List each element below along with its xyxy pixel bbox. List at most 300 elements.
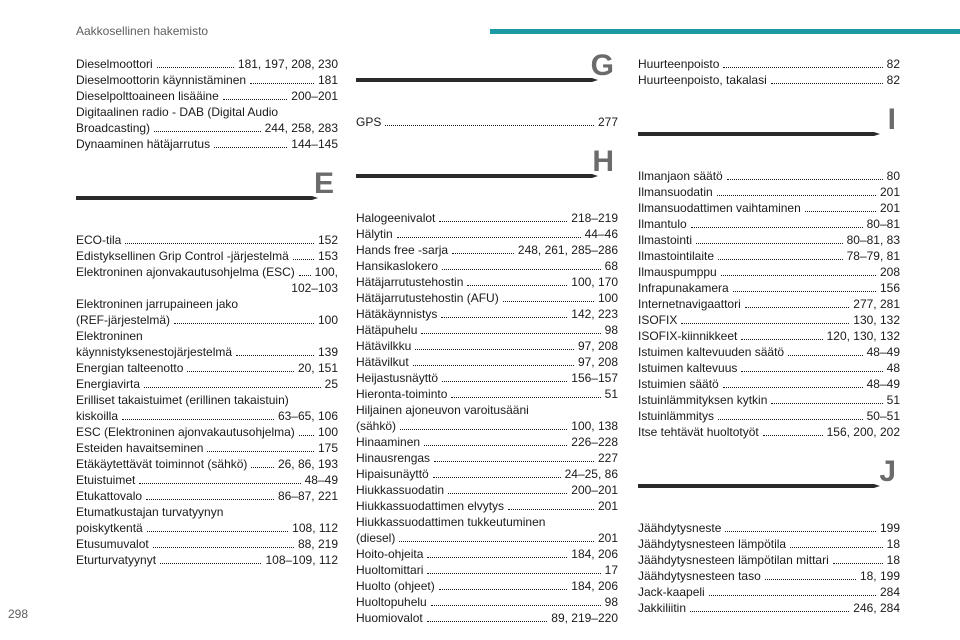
index-entry-pages: 26, 86, 193 (277, 457, 338, 471)
index-entry (638, 56, 900, 72)
dot-leader (805, 211, 876, 212)
index-entry-term: Hinausrengas (356, 451, 431, 465)
dot-leader (448, 493, 567, 494)
dot-leader (427, 621, 548, 622)
index-entry-term: Heijastusnäyttö (356, 371, 439, 385)
index-entry-term: Huurteenpoisto, takalasi (638, 73, 767, 87)
dot-leader (251, 467, 274, 468)
index-entry-pages: 86–87, 221 (277, 489, 338, 503)
dot-leader (427, 573, 600, 574)
index-entry-term: Hinaaminen (356, 435, 421, 449)
index-entry-term-line: Erilliset takaistuimet (erillinen takaistuin) (76, 393, 289, 407)
section-letter: G (590, 49, 614, 82)
index-entry (638, 552, 900, 568)
index-entry-pages: 277, 281 (853, 297, 900, 311)
dot-leader (139, 483, 300, 484)
index-entry (638, 232, 900, 248)
index-entry (76, 344, 338, 360)
index-entry (356, 322, 618, 338)
index-entry-pages: 201 (879, 201, 900, 215)
index-entry-pages: 100 (317, 313, 338, 327)
index-entry-term: Istuimen kaltevuuden säätö (638, 345, 785, 359)
index-entry-term: Ilmansuodattimen vaihtaminen (638, 201, 801, 215)
index-entry (76, 520, 338, 536)
index-entry-pages: 248, 261, 285–286 (517, 243, 618, 257)
index-entry (638, 296, 900, 312)
dot-leader (293, 259, 314, 260)
dot-leader (434, 461, 594, 462)
index-entry (356, 306, 618, 322)
index-entry-term: Huolto (ohjeet) (356, 579, 435, 593)
index-entry-term: Hätäjarrutustehostin (356, 275, 464, 289)
dot-leader (144, 387, 321, 388)
index-entry-pages: 18 (886, 537, 900, 551)
dot-leader (790, 547, 883, 548)
index-entry (638, 360, 900, 376)
index-entry-pages: 152 (317, 233, 338, 247)
index-entry (76, 536, 338, 552)
index-entry-pages: 108, 112 (292, 521, 338, 535)
index-entry-term: Huomiovalot (356, 611, 423, 625)
index-entry-term: Hälytin (356, 227, 393, 241)
index-entry (356, 338, 618, 354)
index-entry-pages: 200–201 (291, 89, 338, 103)
index-entry-term-line: Elektroninen (76, 329, 143, 343)
index-entry-term: Dieselmoottori (76, 57, 153, 71)
dot-leader (442, 269, 601, 270)
index-entry (76, 248, 338, 264)
section-rule (638, 484, 874, 488)
index-entry-pages: 48–49 (866, 345, 900, 359)
section-header-j (638, 455, 900, 518)
dot-leader (433, 477, 561, 478)
index-entry-term: poiskytkentä (76, 521, 143, 535)
entry-group-g (356, 114, 618, 130)
dot-leader (250, 83, 314, 84)
index-entry (356, 450, 618, 466)
index-entry-term: Jäähdytysnesteen lämpötila (638, 537, 787, 551)
index-entry-pages: 18, 199 (859, 569, 900, 583)
index-entry-pages: 120, 130, 132 (826, 329, 900, 343)
index-entry-term: ISOFIX (638, 313, 678, 327)
index-entry-pages: 246, 284 (853, 601, 900, 615)
index-entry-term: Ilmastointi (638, 233, 693, 247)
index-entry-pages: 144–145 (291, 137, 338, 151)
index-entry (76, 232, 338, 248)
index-entry-pages: 48–49 (866, 377, 900, 391)
index-entry-term: Hands free -sarja (356, 243, 449, 257)
index-entry-term: kiskoilla (76, 409, 119, 423)
index-entry-term: Hätävilkku (356, 339, 412, 353)
dot-leader (691, 227, 863, 228)
dot-leader (441, 317, 567, 318)
index-entry (76, 472, 338, 488)
index-entry-pages: 100, 170 (571, 275, 618, 289)
dot-leader (452, 253, 514, 254)
index-entry-term: Huurteenpoisto (638, 57, 720, 71)
index-entry (76, 424, 338, 440)
index-entry-pages: 201 (879, 185, 900, 199)
dot-leader (427, 557, 567, 558)
index-entry-pages: 51 (886, 393, 900, 407)
index-entry-pages: 80–81 (866, 217, 900, 231)
index-entry-term: Halogeenivalot (356, 211, 436, 225)
dot-leader (718, 259, 843, 260)
dot-leader (174, 323, 314, 324)
dot-leader (415, 349, 574, 350)
index-entry-term: (sähkö) (356, 419, 397, 433)
index-entry-term: Esteiden havaitseminen (76, 441, 204, 455)
index-entry (356, 386, 618, 402)
index-entry (76, 440, 338, 456)
dot-leader (741, 371, 882, 372)
index-entry-term: GPS (356, 115, 382, 129)
index-entry-term: Etukattovalo (76, 489, 143, 503)
index-entry (356, 354, 618, 370)
dot-leader (122, 419, 274, 420)
index-entry-term: käynnistyksenestojärjestelmä (76, 345, 233, 359)
index-entry-term: Itse tehtävät huoltotyöt (638, 425, 759, 439)
dot-leader (385, 125, 594, 126)
dot-leader (745, 307, 850, 308)
index-entry (638, 536, 900, 552)
index-entry-pages: 97, 208 (577, 355, 618, 369)
index-entry-term: Ilmanjaon säätö (638, 169, 723, 183)
index-entry-term: ECO-tila (76, 233, 122, 247)
dot-leader (727, 179, 883, 180)
index-entry (356, 578, 618, 594)
index-entry (356, 114, 618, 130)
dot-leader (424, 445, 567, 446)
index-entry-term: Hätävilkut (356, 355, 409, 369)
index-entry-pages: 200–201 (571, 483, 618, 497)
index-entry-term: Ilmastointilaite (638, 249, 715, 263)
index-entry-term: Hiukkassuodatin (356, 483, 445, 497)
index-entry-pages: 20, 151 (297, 361, 338, 375)
index-entry (638, 376, 900, 392)
index-entry-pages: 78–79, 81 (846, 249, 900, 263)
dot-leader (451, 397, 600, 398)
section-header-g (356, 49, 618, 112)
index-entry (76, 376, 338, 392)
index-entry (76, 488, 338, 504)
index-entry (638, 264, 900, 280)
index-entry (356, 610, 618, 626)
dot-leader (299, 275, 311, 276)
dot-leader (400, 429, 567, 430)
index-entry-term: Energiavirta (76, 377, 141, 391)
index-entry-term: Jäähdytysnesteen taso (638, 569, 761, 583)
dot-leader (214, 147, 287, 148)
index-entry (638, 424, 900, 440)
index-entry-pages: 199 (879, 521, 900, 535)
index-entry-pages: 82 (886, 57, 900, 71)
index-entry (76, 312, 338, 328)
index-entry (76, 136, 338, 152)
index-entry-term: Istuinlämmitys (638, 409, 715, 423)
index-entry (76, 264, 338, 280)
index-entry (638, 312, 900, 328)
index-entry-term: ISOFIX-kiinnikkeet (638, 329, 738, 343)
index-entry-pages: 17 (604, 563, 618, 577)
index-entry-term: Jakkiliitin (638, 601, 687, 615)
index-entry (638, 568, 900, 584)
dot-leader (718, 419, 863, 420)
index-entry-pages: 244, 258, 283 (264, 121, 338, 135)
index-entry-pages: 100 (597, 291, 618, 305)
index-column-2 (356, 49, 618, 626)
index-entry-term-line: Hiljainen ajoneuvon varoitusääni (356, 403, 529, 417)
index-entry-term: Ilmansuodatin (638, 185, 713, 199)
index-entry-term: Ilmantulo (638, 217, 687, 231)
index-entry (356, 274, 618, 290)
page-header-title: Aakkosellinen hakemisto (76, 24, 209, 38)
index-entry (76, 552, 338, 568)
dot-leader (157, 67, 234, 68)
index-entry-term: Edistyksellinen Grip Control -järjestelmä (76, 249, 289, 263)
index-entry (638, 408, 900, 424)
dot-leader (399, 541, 594, 542)
index-entry-term: Etusumuvalot (76, 537, 149, 551)
index-entry-pages: 80–81, 83 (846, 233, 900, 247)
dot-leader (147, 531, 288, 532)
index-entry-pages: 51 (604, 387, 618, 401)
index-entry-pages: 181 (317, 73, 338, 87)
index-entry-pages: 18 (886, 553, 900, 567)
dot-leader (765, 579, 856, 580)
index-entry-pages: 284 (879, 585, 900, 599)
index-entry (76, 120, 338, 136)
dot-leader (146, 499, 274, 500)
index-entry (638, 344, 900, 360)
index-column-1 (76, 56, 338, 568)
index-entry-pages-continued: 102–103 (291, 281, 338, 295)
dot-leader (431, 605, 601, 606)
index-entry-pages: 201 (597, 531, 618, 545)
index-entry (638, 392, 900, 408)
index-entry-pages: 100, (314, 265, 338, 279)
index-entry (638, 328, 900, 344)
dot-leader (467, 285, 567, 286)
dot-leader (154, 131, 261, 132)
index-entry-pages: 108–109, 112 (265, 553, 338, 567)
index-entry (638, 600, 900, 616)
dot-leader (503, 301, 594, 302)
dot-leader (508, 509, 594, 510)
index-entry (356, 594, 618, 610)
section-rule (356, 174, 592, 178)
entry-group-d (76, 56, 338, 152)
index-entry-term: (diesel) (356, 531, 396, 545)
index-entry-term: Istuimen kaltevuus (638, 361, 738, 375)
index-entry-term: Hieronta-toiminto (356, 387, 448, 401)
index-entry-pages: 156, 200, 202 (826, 425, 900, 439)
index-entry (356, 546, 618, 562)
index-entry-pages: 48–49 (304, 473, 338, 487)
index-entry-term: Ilmauspumppu (638, 265, 717, 279)
index-entry-pages: 50–51 (866, 409, 900, 423)
index-entry (356, 530, 618, 546)
index-entry-term: Jack-kaapeli (638, 585, 705, 599)
index-entry (76, 456, 338, 472)
index-entry-pages: 184, 206 (571, 579, 618, 593)
index-entry-pages: 227 (597, 451, 618, 465)
index-entry-pages: 184, 206 (571, 547, 618, 561)
index-entry-pages: 98 (604, 595, 618, 609)
index-entry-pages: 80 (886, 169, 900, 183)
index-entry-term: Hiukkassuodattimen elvytys (356, 499, 505, 513)
dot-leader (439, 221, 567, 222)
index-entry (638, 168, 900, 184)
index-entry-term: Infrapunakamera (638, 281, 729, 295)
index-entry-term: Hansikaslokero (356, 259, 439, 273)
index-entry-term: Hätäpuhelu (356, 323, 418, 337)
index-entry-pages: 100 (317, 425, 338, 439)
index-entry-term: Broadcasting) (76, 121, 151, 135)
dot-leader (696, 243, 843, 244)
index-entry-term: Hoito-ohjeita (356, 547, 424, 561)
index-entry-pages: 100, 138 (571, 419, 618, 433)
header-accent-bar (490, 29, 960, 34)
dot-leader (733, 291, 876, 292)
index-entry-pages: 98 (604, 323, 618, 337)
index-entry (638, 200, 900, 216)
index-entry-term: Etäkäytettävät toiminnot (sähkö) (76, 457, 248, 471)
dot-leader (223, 99, 288, 100)
index-entry (356, 498, 618, 514)
entry-group-e (76, 232, 338, 568)
section-header-e (76, 167, 338, 230)
index-entry-pages: 88, 219 (297, 537, 338, 551)
entry-group-j (638, 520, 900, 616)
dot-leader (397, 237, 581, 238)
index-entry-pages: 277 (597, 115, 618, 129)
index-entry-term: ESC (Elektroninen ajonvakautusohjelma) (76, 425, 295, 439)
index-entry (76, 88, 338, 104)
index-entry-pages: 181, 197, 208, 230 (237, 57, 338, 71)
index-entry-term: Istuinlämmityksen kytkin (638, 393, 768, 407)
section-rule (638, 132, 874, 136)
index-entry-pages: 63–65, 106 (277, 409, 338, 423)
index-entry-term: Jäähdytysnesteen lämpötilan mittari (638, 553, 829, 567)
dot-leader (771, 83, 883, 84)
dot-leader (421, 333, 600, 334)
index-entry-term: Etuistuimet (76, 473, 136, 487)
index-entry-pages: 142, 223 (571, 307, 618, 321)
index-entry-term: Huoltomittari (356, 563, 424, 577)
dot-leader (725, 531, 876, 532)
index-entry-term: Huoltopuhelu (356, 595, 427, 609)
index-entry-term: Internetnavigaattori (638, 297, 741, 311)
dot-leader (413, 365, 574, 366)
page-number: 298 (8, 607, 29, 621)
section-rule (76, 196, 312, 200)
index-entry-term: Hätäkäynnistys (356, 307, 438, 321)
dot-leader (153, 547, 294, 548)
index-entry (638, 584, 900, 600)
dot-leader (439, 589, 568, 590)
index-entry-pages: 153 (317, 249, 338, 263)
index-entry (638, 184, 900, 200)
entry-group-i (638, 168, 900, 440)
index-entry (356, 290, 618, 306)
index-entry-pages: 139 (317, 345, 338, 359)
dot-leader (442, 381, 567, 382)
index-entry-pages: 208 (879, 265, 900, 279)
index-entry-pages: 24–25, 86 (564, 467, 618, 481)
index-entry (356, 210, 618, 226)
index-entry (76, 72, 338, 88)
index-entry-term: Jäähdytysneste (638, 521, 722, 535)
dot-leader (160, 563, 261, 564)
index-entry-pages: 48 (886, 361, 900, 375)
index-entry-pages: 89, 219–220 (551, 611, 618, 625)
index-entry (638, 72, 900, 88)
dot-leader (681, 323, 849, 324)
index-entry-term: Dynaaminen hätäjarrutus (76, 137, 211, 151)
section-rule (356, 78, 592, 82)
dot-leader (690, 611, 849, 612)
index-entry (356, 434, 618, 450)
dot-leader (833, 563, 883, 564)
index-entry-term: Hätäjarrutustehostin (AFU) (356, 291, 499, 305)
index-entry (356, 418, 618, 434)
index-entry-term-line: Elektroninen jarrupaineen jako (76, 297, 239, 311)
index-entry (76, 56, 338, 72)
index-entry-pages: 226–228 (571, 435, 618, 449)
index-entry-pages: 25 (324, 377, 338, 391)
index-entry (356, 482, 618, 498)
index-entry (356, 370, 618, 386)
index-entry (638, 520, 900, 536)
index-entry-pages: 97, 208 (577, 339, 618, 353)
index-entry-pages: 44–46 (584, 227, 618, 241)
dot-leader (788, 355, 863, 356)
index-entry-term-line: Digitaalinen radio - DAB (Digital Audio (76, 105, 279, 119)
index-entry-pages: 175 (317, 441, 338, 455)
dot-leader (187, 371, 294, 372)
dot-leader (717, 195, 876, 196)
entry-group-h-cont (638, 56, 900, 88)
index-entry-term: Istuimien säätö (638, 377, 719, 391)
index-entry (638, 248, 900, 264)
index-entry-pages: 82 (886, 73, 900, 87)
index-entry-term-line: Hiukkassuodattimen tukkeutuminen (356, 515, 546, 529)
section-letter: I (887, 103, 896, 136)
index-entry-term: Hipaisunäyttö (356, 467, 429, 481)
dot-leader (236, 355, 314, 356)
index-entry-pages: 130, 132 (853, 313, 900, 327)
dot-leader (763, 435, 823, 436)
index-entry-term: Dieselmoottorin käynnistäminen (76, 73, 247, 87)
section-letter: H (592, 145, 614, 178)
index-entry (356, 466, 618, 482)
dot-leader (721, 275, 876, 276)
dot-leader (723, 387, 863, 388)
index-entry (356, 562, 618, 578)
index-entry (76, 360, 338, 376)
dot-leader (125, 243, 314, 244)
dot-leader (709, 595, 876, 596)
index-entry (638, 216, 900, 232)
section-letter: J (879, 455, 896, 488)
index-entry (356, 258, 618, 274)
index-entry-term-line: Etumatkustajan turvatyynyn (76, 505, 224, 519)
index-entry-term: Energian talteenotto (76, 361, 184, 375)
section-letter: E (313, 167, 334, 200)
index-entry-term: Eturturvatyynyt (76, 553, 157, 567)
index-entry-pages: 156 (879, 281, 900, 295)
